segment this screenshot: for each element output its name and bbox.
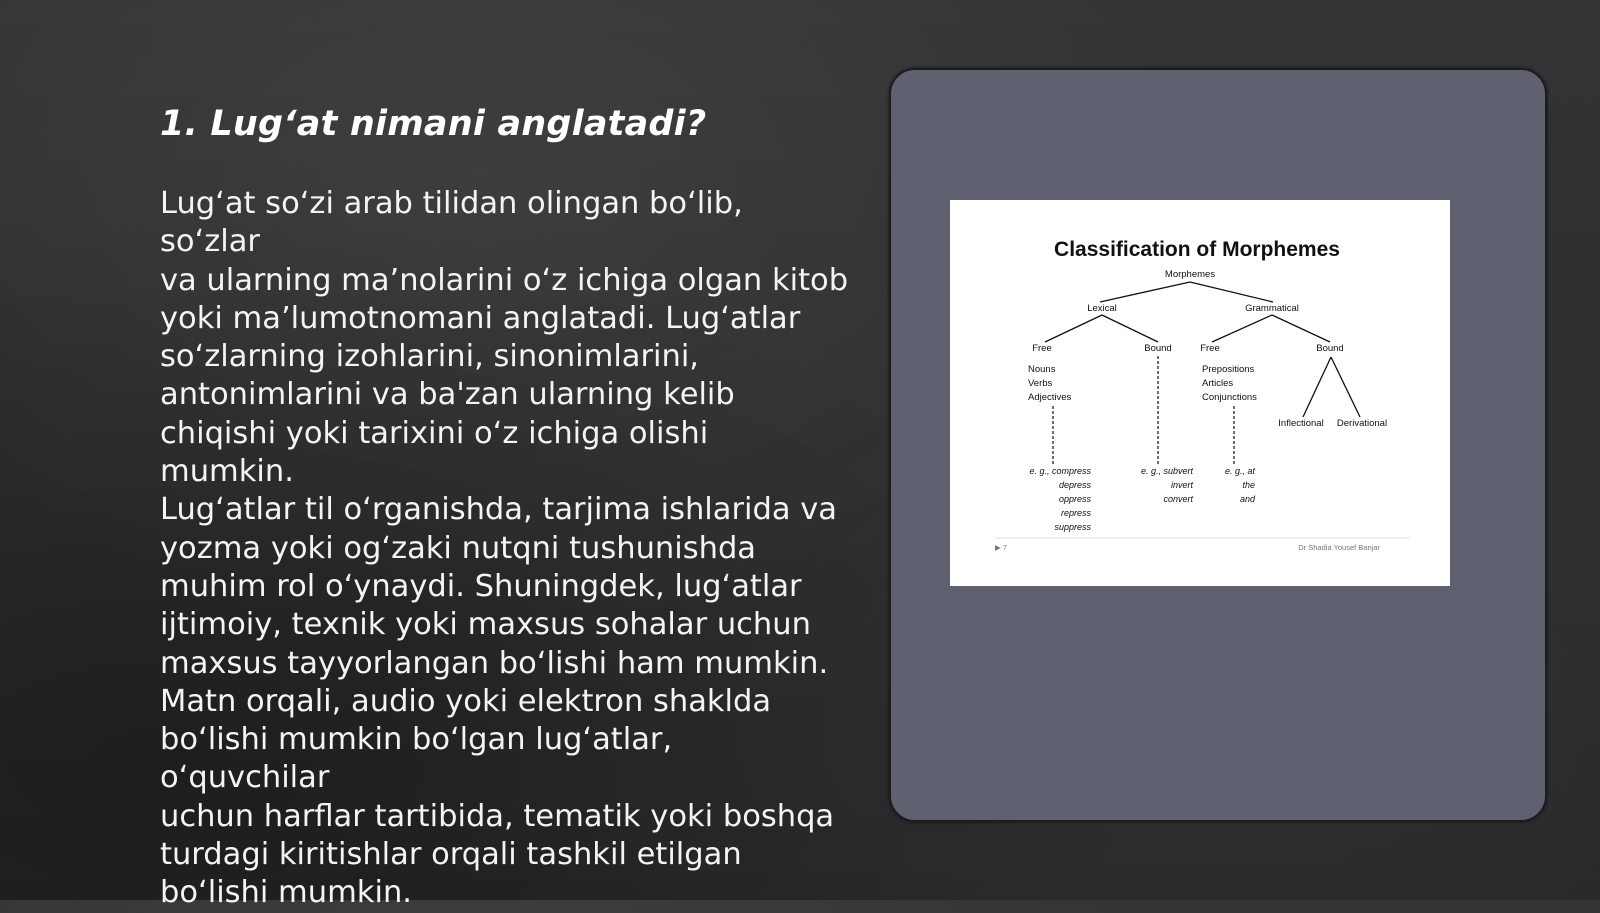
example-grammatical-free: and bbox=[1239, 494, 1255, 504]
lexical-free-item: Nouns bbox=[1028, 364, 1056, 375]
example-lexical-free: depress bbox=[1058, 480, 1091, 490]
node-grammatical: Grammatical bbox=[1245, 303, 1299, 314]
example-lexical-free: repress bbox=[1060, 508, 1091, 518]
body-line: maxsus tayyorlangan bo‘lishi ham mumkin. bbox=[160, 645, 829, 681]
example-lexical-free: e. g., compress bbox=[1029, 466, 1091, 476]
example-lexical-bound: invert bbox=[1170, 480, 1193, 490]
body-line: muhim rol o‘ynaydi. Shuningdek, lug‘atlar bbox=[160, 568, 802, 604]
body-line: Matn orqali, audio yoki elektron shaklda bbox=[160, 683, 772, 719]
morpheme-diagram-image bbox=[950, 200, 1450, 586]
example-grammatical-free: the bbox=[1242, 480, 1255, 490]
slide-number: ▶ 7 bbox=[995, 543, 1008, 552]
body-line: bo‘lishi mumkin. bbox=[160, 875, 412, 911]
body-line: yoki ma’lumotnomani anglatadi. Lug‘atlar bbox=[160, 300, 801, 336]
node-grammatical-bound: Bound bbox=[1316, 343, 1344, 354]
body-line: Lug‘at so‘zi arab tilidan olingan bo‘lib, so‘zlar bbox=[160, 186, 743, 260]
diagram-author: Dr Shadia Yousef Banjar bbox=[1298, 543, 1380, 552]
body-line: bo‘lishi mumkin bo‘lgan lug‘atlar, o‘quvchilar bbox=[160, 722, 673, 796]
node-grammatical-free: Free bbox=[1200, 343, 1220, 354]
grammatical-free-item: Articles bbox=[1202, 378, 1234, 389]
body-line: so‘zlarning izohlarini, sinonimlarini, bbox=[160, 339, 700, 375]
body-line: ijtimoiy, texnik yoki maxsus sohalar uchun bbox=[160, 607, 811, 643]
example-lexical-bound: e. g., subvert bbox=[1140, 466, 1193, 476]
bound-type-inflectional: Inflectional bbox=[1278, 418, 1324, 429]
example-lexical-bound: convert bbox=[1163, 494, 1193, 504]
body-line: yozma yoki og‘zaki nutqni tushunishda bbox=[160, 530, 757, 566]
bound-type-derivational: Derivational bbox=[1336, 418, 1388, 429]
node-lexical-free: Free bbox=[1032, 343, 1052, 354]
body-line: antonimlarini va ba'zan ularning kelib bbox=[160, 377, 735, 413]
example-grammatical-free: e. g., at bbox=[1224, 466, 1255, 476]
node-lexical-bound: Bound bbox=[1144, 343, 1172, 354]
node-lexical: Lexical bbox=[1087, 303, 1117, 314]
node-morphemes: Morphemes bbox=[1164, 269, 1216, 280]
lexical-free-item: Adjectives bbox=[1028, 392, 1072, 403]
morpheme-tree bbox=[950, 200, 1450, 586]
example-lexical-free: oppress bbox=[1058, 494, 1091, 504]
slide-title: 1. Lug‘at nimani anglatadi? bbox=[160, 104, 707, 144]
grammatical-free-item: Conjunctions bbox=[1202, 392, 1257, 403]
body-line: uchun harflar tartibida, tematik yoki boshqa bbox=[160, 798, 835, 834]
lexical-free-item: Verbs bbox=[1028, 378, 1053, 389]
body-line: turdagi kiritishlar orqali tashkil etilgan bbox=[160, 837, 742, 873]
example-lexical-free: suppress bbox=[1054, 522, 1091, 532]
diagram-title: Classification of Morphemes bbox=[1054, 238, 1340, 261]
grammatical-free-item: Prepositions bbox=[1202, 364, 1255, 375]
body-line: Lug‘atlar til o‘rganishda, tarjima ishlarida va bbox=[160, 492, 837, 528]
body-line: chiqishi yoki tarixini o‘z ichiga olishi mumkin. bbox=[160, 415, 709, 490]
body-line: va ularning ma’nolarini o‘z ichiga olgan kitob bbox=[160, 262, 849, 298]
slide-body-text bbox=[160, 185, 850, 913]
